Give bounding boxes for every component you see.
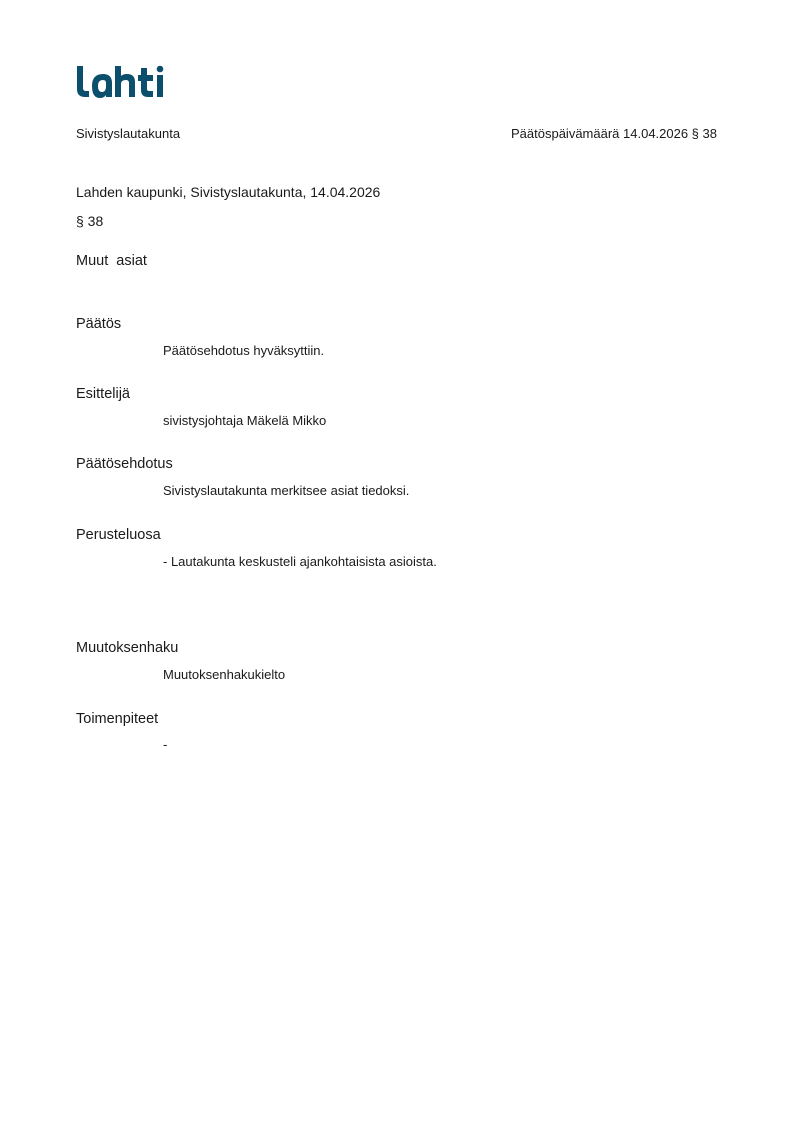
subject-title: Muut asiat xyxy=(76,253,147,269)
department-name: Sivistyslautakunta xyxy=(76,126,181,141)
section-heading-paatos: Päätös xyxy=(76,316,122,332)
section-heading-muutoksenhaku: Muutoksenhaku xyxy=(76,640,179,656)
decision-date-label: Päätöspäivämäärä 14.04.2026 § 38 xyxy=(511,126,717,141)
section-number: § 38 xyxy=(76,213,104,229)
section-body-esittelija: sivistysjohtaja Mäkelä Mikko xyxy=(163,413,327,428)
section-body-paatos: Päätösehdotus hyväksyttiin. xyxy=(163,343,325,358)
section-heading-perusteluosa: Perusteluosa xyxy=(76,527,161,543)
section-body-toimenpiteet: - xyxy=(163,737,168,752)
section-body-paatosehdotus: Sivistyslautakunta merkitsee asiat tiedoksi. xyxy=(163,483,410,498)
section-heading-paatosehdotus: Päätösehdotus xyxy=(76,456,173,472)
origin-line: Lahden kaupunki, Sivistyslautakunta, 14.04.2026 xyxy=(76,184,381,200)
section-heading-toimenpiteet: Toimenpiteet xyxy=(76,711,159,727)
section-heading-esittelija: Esittelijä xyxy=(76,386,130,402)
lahti-logo xyxy=(75,64,167,98)
section-body-perusteluosa: - Lautakunta keskusteli ajankohtaisista asioista. xyxy=(163,554,437,569)
section-body-muutoksenhaku: Muutoksenhakukielto xyxy=(163,667,286,682)
